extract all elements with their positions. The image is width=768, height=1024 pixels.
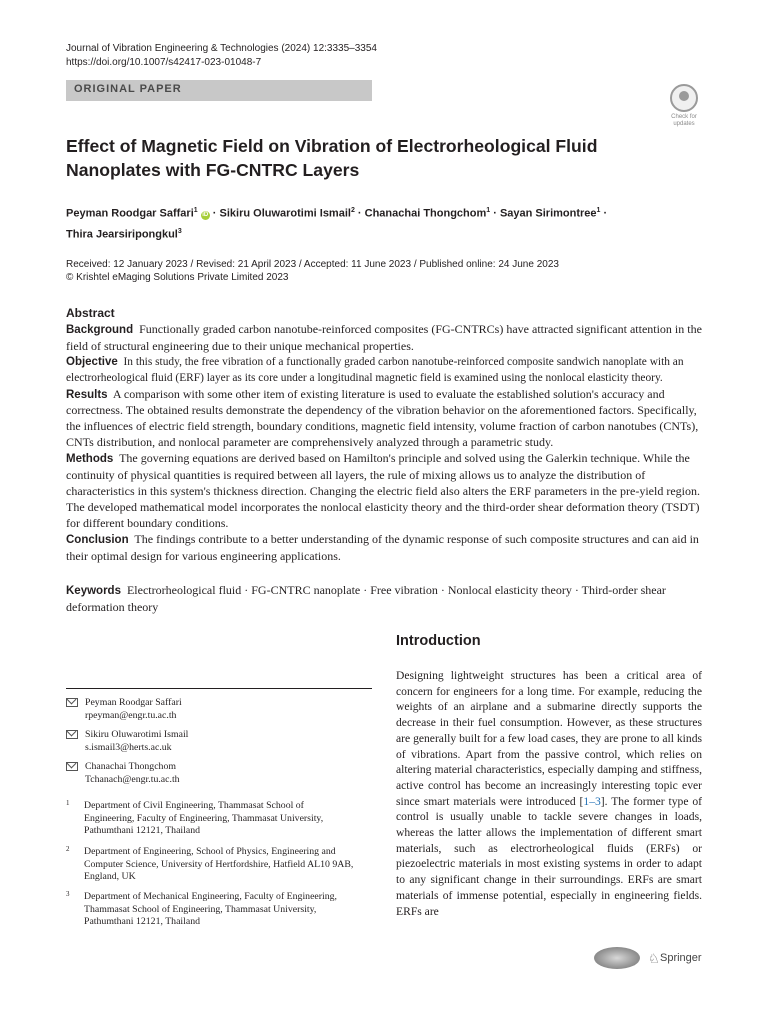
author-list: Peyman Roodgar Saffari$^1$ iD · Sikiru Oluwarotimi Ismail$^2$ · Chanachai Thongchom$^1$ · Sayan Sirimontree$^1$ · Thira Jearsiripongkul$^3$ — [66, 207, 608, 241]
keywords-text: Electrorheological fluid · FG-CNTRC nanoplate · Free vibration · Nonlocal elasticity theory · Third-order shear deformation theory — [66, 583, 666, 614]
author-affiliation-mark: 2 — [350, 207, 355, 214]
envelope-icon — [66, 698, 78, 707]
contact-name: Sikiru Oluwarotimi Ismail — [85, 729, 189, 740]
journal-line: Journal of Vibration Engineering & Technologies (2024) 12:3335–3354 — [66, 43, 377, 54]
results-text: A comparison with some other item of existing literature is used to evaluate the established solution's accuracy and correctness. The obtained results demonstrate the dependency of the vibration behavior on the aforementioned factors. Specifically, the influences of electric field strength, boundary conditions, magnetic field intensity, volume fraction of carbon nanotubes (CNTs), CNTs distribution, and nonlocal parameter are comprehensively analyzed through a parametric study. — [66, 386, 699, 450]
contact-entry — [66, 728, 372, 758]
envelope-icon — [66, 762, 78, 771]
affiliation-number: 2 — [66, 845, 70, 853]
contact-email[interactable]: Tchanach@engr.tu.ac.th — [85, 774, 180, 785]
affiliation-number: 1 — [66, 799, 70, 807]
author-name[interactable]: Chanachai Thongchom — [364, 207, 487, 220]
envelope-icon — [66, 730, 78, 739]
check-updates-line2: updates — [673, 121, 695, 127]
introduction-body — [396, 668, 702, 919]
title-line: Nanoplates with FG-CNTRC Layers — [66, 160, 360, 180]
affiliation-text: Department of Engineering, School of Physics, Engineering and Computer Science, University of Hertfordshire, Hatfield AL10 9AB, England, UK — [84, 846, 354, 882]
footnote-divider — [66, 688, 372, 689]
objective-label: Objective — [66, 355, 118, 368]
springer-disk-icon — [594, 947, 640, 969]
background-text: Functionally graded carbon nanotube-reinforced composites (FG-CNTRCs) have attracted significant attention in the field of structural engineering due to their unique mechanical properties. — [66, 321, 702, 353]
contact-email[interactable]: rpeyman@engr.tu.ac.th — [85, 710, 177, 721]
author-affiliation-mark: 1 — [486, 207, 491, 214]
author-name[interactable]: Thira Jearsiripongkul — [66, 228, 178, 241]
intro-text: Designing lightweight structures has been a critical area of concern for engineers for a long time. For example, reducing the weights of an airplane and a submarine directly supports the decrease in their fuel consumption. However, as these structures are generally built for a few load cases, they are prone to all kinds of vibrations. Apart from the passive control, which relies on altering material characteristics, especially damping and stiffness, active control has become an increasingly interesting topic ever since smart materials were introduced [ — [396, 669, 702, 808]
article-title — [66, 134, 706, 182]
journal-citation — [66, 42, 377, 70]
affiliation-number: 3 — [66, 890, 70, 898]
conclusion-text: The findings contribute to a better understanding of the dynamic response of such composite structures and can aid in their optimal design for various engineering applications. — [66, 531, 699, 563]
article-type-label: ORIGINAL PAPER — [74, 83, 182, 95]
springer-horse-icon: ♘ — [648, 951, 660, 966]
publisher-name: Springer — [660, 952, 702, 964]
author-name[interactable]: Sikiru Oluwarotimi Ismail — [219, 207, 351, 220]
contact-entry — [66, 696, 372, 726]
affiliation-entry — [66, 846, 372, 886]
copyright: © Krishtel eMaging Solutions Private Limited 2023 — [66, 272, 289, 283]
background-label: Background — [66, 323, 134, 336]
introduction-heading: Introduction — [396, 633, 481, 649]
abstract-conclusion — [66, 532, 702, 565]
citation-link[interactable]: 1–3 — [583, 794, 601, 808]
author-affiliation-mark: 1 — [596, 207, 601, 214]
methods-label: Methods — [66, 453, 114, 466]
author-name[interactable]: Sayan Sirimontree — [499, 207, 597, 220]
keywords-label: Keywords — [66, 585, 121, 597]
article-type-banner — [66, 80, 372, 101]
check-for-updates-badge[interactable] — [664, 84, 704, 128]
contact-email[interactable]: s.ismail3@herts.ac.uk — [85, 742, 172, 753]
keywords-section — [66, 582, 702, 615]
contact-entry — [66, 760, 372, 790]
abstract-objective — [66, 355, 702, 387]
publisher-logo — [594, 945, 706, 973]
abstract-methods — [66, 451, 702, 532]
affiliation-text: Department of Mechanical Engineering, Faculty of Engineering, Thammasat School of Engineering, Thammasat University, Pathumthani 12121, Thailand — [84, 891, 337, 927]
contact-name: Peyman Roodgar Saffari — [85, 697, 182, 708]
check-updates-icon — [670, 84, 698, 112]
affiliation-text: Department of Civil Engineering, Thammasat School of Engineering, Faculty of Engineering, Thammasat University, Pathumthani 12121, Thailand — [84, 800, 324, 836]
title-line: Effect of Magnetic Field on Vibration of Electrorheological Fluid — [66, 136, 598, 156]
intro-text: ]. The former type of control is usually unable to tackle severe changes in loads, whereas the latter allows the implementation of different smart materials, such as electrorheological fluids (ERFs) or piezoelectric materials in most existing systems in order to adapt to any significant change in their surroundings. ERFs are smart materials of immense potential, especially in engineering fields. ERFs are — [396, 794, 702, 918]
author-affiliation-mark: 1 — [193, 207, 198, 214]
doi-link[interactable]: https://doi.org/10.1007/s42417-023-01048-7 — [66, 57, 262, 68]
affiliation-entry — [66, 800, 372, 840]
abstract-background — [66, 322, 702, 355]
history-dates: Received: 12 January 2023 / Revised: 21 April 2023 / Accepted: 11 June 2023 / Published online: 24 June 2023 — [66, 259, 559, 270]
affiliation-entry — [66, 891, 372, 931]
article-history — [66, 258, 559, 284]
abstract-heading: Abstract — [66, 306, 115, 320]
results-label: Results — [66, 388, 108, 401]
conclusion-label: Conclusion — [66, 533, 129, 546]
orcid-icon[interactable]: iD — [202, 211, 209, 218]
check-updates-line1: Check for — [671, 114, 697, 120]
contact-name: Chanachai Thongchom — [85, 761, 176, 772]
methods-text: The governing equations are derived based on Hamilton's principle and solved using the Galerkin technique. While the continuity of physical quantities is required between all layers, the rule of mixing allows us to analyze the distribution of characteristics in this system's thickness direction. Changing the electric field also alters the ERF parameters in the pre-yield region. The developed mathematical model incorporates the nonlocal elasticity theory and the third-order shear deformation theory (TSDT) for different boundary conditions. — [66, 451, 700, 530]
author-name[interactable]: Peyman Roodgar Saffari — [66, 207, 194, 220]
abstract-section — [66, 306, 702, 565]
abstract-results — [66, 387, 702, 452]
objective-text: In this study, the free vibration of a functionally graded carbon nanotube-reinforced composite sandwich nanoplate with an electrorheological fluid (ERF) layer as its core under a longitudinal magnetic field is examined using the nonlocal elasticity theory. — [66, 355, 684, 384]
author-affiliation-mark: 3 — [177, 227, 182, 235]
